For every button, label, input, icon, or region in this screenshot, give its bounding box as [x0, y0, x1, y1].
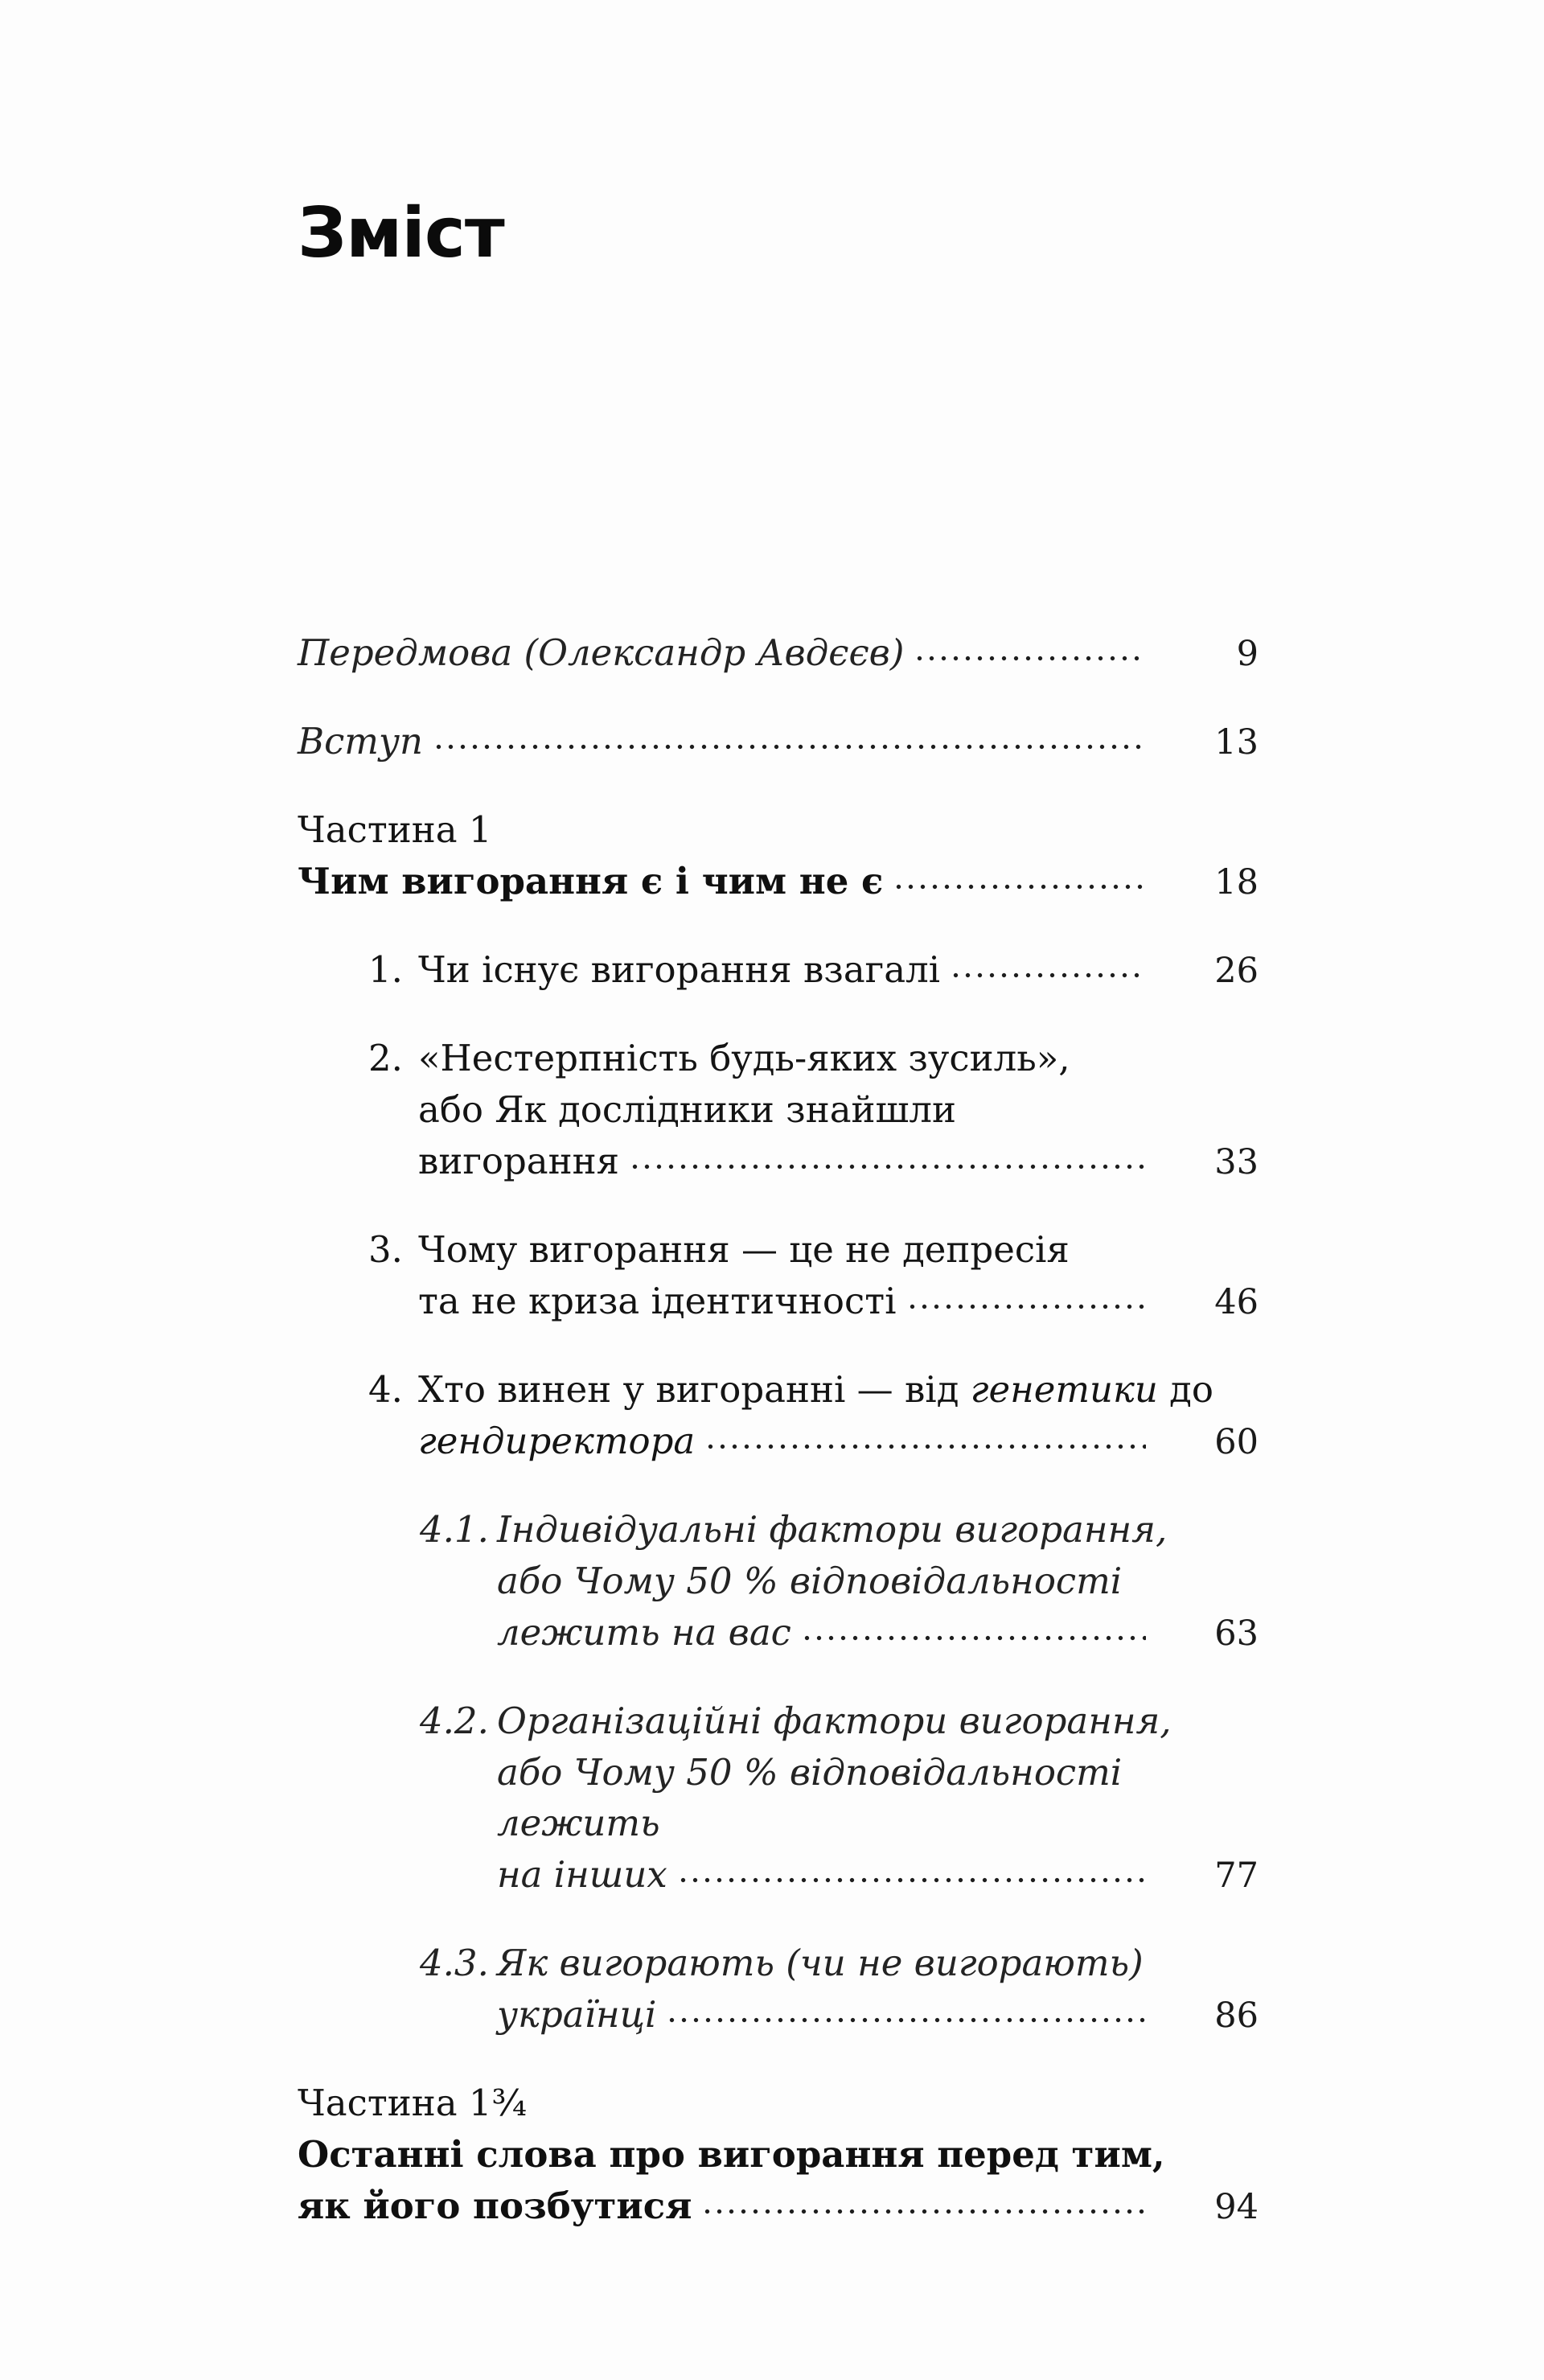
- toc-entry-foreword: [298, 627, 1259, 679]
- toc-entry-chapter-1: [298, 944, 1259, 996]
- toc-entry-part-1-3-4: [298, 2078, 1259, 2232]
- chapter-number: 4.2.: [420, 1699, 489, 1742]
- page-number: 26: [1214, 951, 1259, 992]
- entry-text-line: гендиректора: [418, 1419, 696, 1462]
- page-number: 13: [1214, 722, 1259, 763]
- dot-leader: [801, 1609, 1146, 1645]
- chapter-number: 4.3.: [420, 1942, 489, 1985]
- part-title-line: як його позбутися: [298, 2185, 692, 2228]
- dot-leader: [950, 946, 1146, 982]
- part-title-line: Останні слова про вигорання перед тим,: [298, 2133, 1165, 2177]
- dot-leader: [666, 1991, 1146, 2027]
- part-kicker: Частина 1¾: [298, 2082, 528, 2125]
- dot-leader: [914, 629, 1146, 665]
- entry-text-line: Як вигорають (чи не вигорають): [497, 1942, 1144, 1985]
- entry-text-segment: Хто винен у вигоранні — від: [418, 1367, 971, 1411]
- entry-text-line: або Чому 50 % відповідальності лежить: [497, 1750, 1123, 1845]
- chapter-number: 4.1.: [420, 1507, 489, 1551]
- entry-text-line: лежить на вас: [497, 1610, 791, 1654]
- entry-text-line: українці: [497, 1993, 657, 2037]
- entry-text-segment: до: [1157, 1367, 1213, 1411]
- chapter-number: 4.: [368, 1367, 403, 1411]
- entry-text: Вступ: [298, 720, 424, 763]
- part-kicker: Частина 1: [298, 808, 492, 852]
- toc-entry-chapter-4-2: [298, 1696, 1259, 1901]
- entry-text-line: або Чому 50 % відповідальності: [497, 1559, 1123, 1602]
- entry-text-line: на інших: [497, 1853, 667, 1897]
- dot-leader: [893, 857, 1146, 894]
- chapter-number: 2.: [368, 1037, 403, 1080]
- page-number: 77: [1214, 1856, 1259, 1897]
- entry-text-line: та не криза ідентичності: [418, 1279, 897, 1322]
- entry-text-line: Чому вигорання — це не депресія: [418, 1227, 1070, 1271]
- table-of-contents: [298, 627, 1259, 2232]
- page-number: 86: [1214, 1996, 1259, 2037]
- dot-leader: [677, 1851, 1146, 1887]
- page-number: 46: [1214, 1281, 1259, 1322]
- part-title: Чим вигорання є і чим не є: [298, 859, 884, 902]
- entry-text-line: «Нестерпність будь-яких зусиль»,: [418, 1037, 1070, 1080]
- chapter-number: 1.: [368, 948, 403, 992]
- dot-leader: [433, 717, 1146, 754]
- toc-entry-chapter-3: [298, 1224, 1259, 1327]
- page-number: 94: [1214, 2187, 1259, 2228]
- page-title: Зміст: [298, 193, 504, 273]
- entry-text-line: Організаційні фактори вигорання,: [497, 1699, 1172, 1742]
- entry-text-line: [418, 1364, 1259, 1416]
- entry-text-line: вигорання: [418, 1139, 620, 1182]
- dot-leader: [629, 1137, 1146, 1174]
- entry-text: Передмова (Олександр Авдєєв): [298, 631, 905, 674]
- entry-text-line: Індивідуальні фактори вигорання,: [497, 1507, 1168, 1551]
- toc-entry-chapter-4-3: [298, 1938, 1259, 2041]
- dot-leader: [906, 1277, 1147, 1313]
- entry-text: Чи існує вигорання взагалі: [418, 948, 941, 992]
- page-number: 60: [1214, 1421, 1259, 1462]
- page-number: 18: [1214, 861, 1259, 902]
- page-number: 33: [1214, 1141, 1259, 1182]
- dot-leader: [701, 2182, 1146, 2218]
- dot-leader: [704, 1417, 1146, 1453]
- toc-entry-introduction: [298, 716, 1259, 767]
- toc-entry-chapter-4: [298, 1364, 1259, 1467]
- page-number: 63: [1214, 1613, 1259, 1654]
- entry-text-line: або Як дослідники знайшли: [418, 1087, 956, 1131]
- page-number: 9: [1236, 634, 1259, 674]
- toc-entry-part-1: [298, 804, 1259, 907]
- toc-entry-chapter-2: [298, 1033, 1259, 1187]
- entry-text-segment-italic: генетики: [970, 1367, 1158, 1411]
- chapter-number: 3.: [368, 1227, 403, 1271]
- toc-entry-chapter-4-1: [298, 1504, 1259, 1659]
